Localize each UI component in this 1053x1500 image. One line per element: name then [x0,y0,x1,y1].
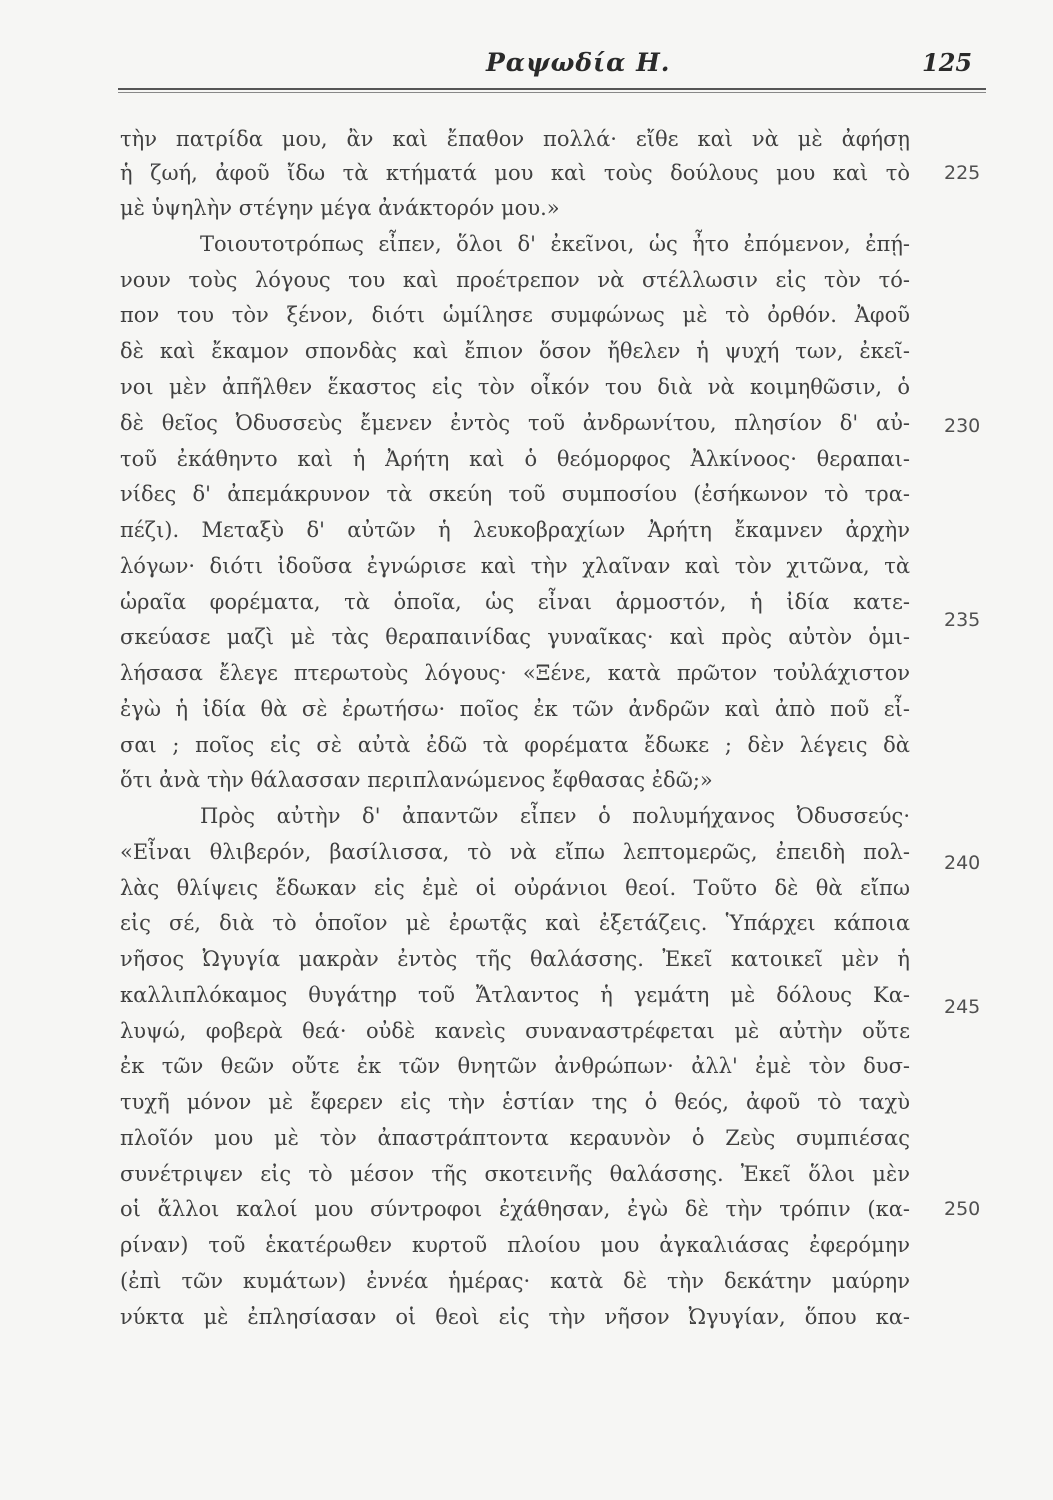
verse-line-number: 230 [944,415,981,437]
text-line: λυψώ, φοβερὰ θεά· οὐδὲ κανεὶς συναναστρέφεται μὲ αὐτὴν οὔτε [120,1019,910,1043]
text-line: ἡ ζωή, ἀφοῦ ἴδω τὰ κτήματά μου καὶ τοὺς δούλους μου καὶ τὸ [120,161,910,185]
text-line: (ἐπὶ τῶν κυμάτων) ἐννέα ἡμέρας· κατὰ δὲ τὴν δεκάτην μαύρην [120,1269,910,1293]
text-line: λόγων· διότι ἰδοῦσα ἐγνώρισε καὶ τὴν χλαῖναν καὶ τὸν χιτῶνα, τὰ [120,554,910,578]
page-number: 125 [922,48,973,77]
text-line: νύκτα μὲ ἐπλησίασαν οἱ θεοὶ εἰς τὴν νῆσον Ὠγυγίαν, ὅπου κα- [120,1305,910,1329]
text-line: δὲ καὶ ἔκαμον σπονδὰς καὶ ἔπιον ὅσον ἤθελεν ἡ ψυχή των, ἐκεῖ- [120,339,910,363]
verse-line-number: 235 [944,609,981,631]
text-line: νῆσος Ὠγυγία μακρὰν ἐντὸς τῆς θαλάσσης. Ἐκεῖ κατοικεῖ μὲν ἡ [120,947,910,971]
text-line: νίδες δ' ἀπεμάκρυνον τὰ σκεύη τοῦ συμποσίου (ἐσήκωνον τὸ τρα- [120,482,910,506]
text-line: Πρὸς αὐτὴν δ' ἀπαντῶν εἶπεν ὁ πολυμήχανος Ὀδυσσεύς· [200,804,910,828]
text-line: ρίναν) τοῦ ἑκατέρωθεν κυρτοῦ πλοίου μου ἀγκαλιάσας ἐφερόμην [120,1233,910,1257]
text-line: πλοῖόν μου μὲ τὸν ἀπαστράπτοντα κεραυνὸν ὁ Ζεὺς συμπιέσας [120,1126,910,1150]
text-line: μὲ ὑψηλὴν στέγην μέγα ἀνάκτορόν μου.» [120,196,560,220]
text-line: τοῦ ἐκάθηντο καὶ ἡ Ἀρήτη καὶ ὁ θεόμορφος Ἀλκίνοος· θεραπαι- [120,447,910,471]
text-line: ἐκ τῶν θεῶν οὔτε ἐκ τῶν θνητῶν ἀνθρώπων· ἀλλ' ἐμὲ τὸν δυσ- [120,1054,910,1078]
text-line: νοι μὲν ἀπῆλθεν ἕκαστος εἰς τὸν οἶκόν του διὰ νὰ κοιμηθῶσιν, ὁ [120,375,910,399]
text-line: τὴν πατρίδα μου, ἂν καὶ ἔπαθον πολλά· εἴθε καὶ νὰ μὲ ἀφήσῃ [120,127,910,151]
text-line: Τοιουτοτρόπως εἶπεν, ὅλοι δ' ἐκεῖνοι, ὡς ἦτο ἐπόμενον, ἐπῄ- [200,232,910,256]
text-line: λήσασα ἔλεγε πτερωτοὺς λόγους· «Ξένε, κατὰ πρῶτον τοὐλάχιστον [120,661,910,685]
text-line: λὰς θλίψεις ἔδωκαν εἰς ἐμὲ οἱ οὐράνιοι θεοί. Τοῦτο δὲ θὰ εἴπω [120,876,910,900]
text-line: πον του τὸν ξένον, διότι ὡμίλησε συμφώνως μὲ τὸ ὀρθόν. Ἀφοῦ [120,303,910,327]
text-line: ὅτι ἀνὰ τὴν θάλασσαν περιπλανώμενος ἔφθασας ἐδῶ;» [120,768,713,792]
text-line: σαι ; ποῖος εἰς σὲ αὐτὰ ἐδῶ τὰ φορέματα ἔδωκε ; δὲν λέγεις δὰ [120,733,910,757]
text-line: «Εἶναι θλιβερόν, βασίλισσα, τὸ νὰ εἴπω λεπτομερῶς, ἐπειδὴ πολ- [120,840,910,864]
text-line: ὡραῖα φορέματα, τὰ ὁποῖα, ὡς εἶναι ἁρμοστόν, ἡ ἰδία κατε- [120,590,910,614]
verse-line-number: 240 [944,852,981,874]
text-line: συνέτριψεν εἰς τὸ μέσον τῆς σκοτεινῆς θαλάσσης. Ἐκεῖ ὅλοι μὲν [120,1162,910,1186]
text-line: τυχῆ μόνον μὲ ἔφερεν εἰς τὴν ἑστίαν της ὁ θεός, ἀφοῦ τὸ ταχὺ [120,1090,910,1114]
header-rule [118,88,986,90]
running-header-title: Ραψωδία Η. [486,48,671,77]
text-line: εἰς σέ, διὰ τὸ ὁποῖον μὲ ἐρωτᾷς καὶ ἐξετάζεις. Ὑπάρχει κάποια [120,911,910,935]
text-line: πέζι). Μεταξὺ δ' αὐτῶν ἡ λευκοβραχίων Ἀρήτη ἔκαμνεν ἀρχὴν [120,518,910,542]
text-line: σκεύασε μαζὶ μὲ τὰς θεραπαινίδας γυναῖκας· καὶ πρὸς αὐτὸν ὁμι- [120,625,910,649]
text-line: ἐγὼ ἡ ἰδία θὰ σὲ ἐρωτήσω· ποῖος ἐκ τῶν ἀνδρῶν καὶ ἀπὸ ποῦ εἶ- [120,697,910,721]
text-line: καλλιπλόκαμος θυγάτηρ τοῦ Ἄτλαντος ἡ γεμάτη μὲ δόλους Κα- [120,983,910,1007]
text-line: δὲ θεῖος Ὀδυσσεὺς ἔμενεν ἐντὸς τοῦ ἀνδρωνίτου, πλησίον δ' αὐ- [120,411,910,435]
header-rule-thin [118,92,986,93]
text-line: νουν τοὺς λόγους του καὶ προέτρεπον νὰ στέλλωσιν εἰς τὸν τό- [120,268,910,292]
verse-line-number: 225 [944,162,981,184]
verse-line-number: 245 [944,996,981,1018]
text-line: οἱ ἄλλοι καλοί μου σύντροφοι ἐχάθησαν, ἐγὼ δὲ τὴν τρόπιν (κα- [120,1197,910,1221]
verse-line-number: 250 [944,1198,981,1220]
